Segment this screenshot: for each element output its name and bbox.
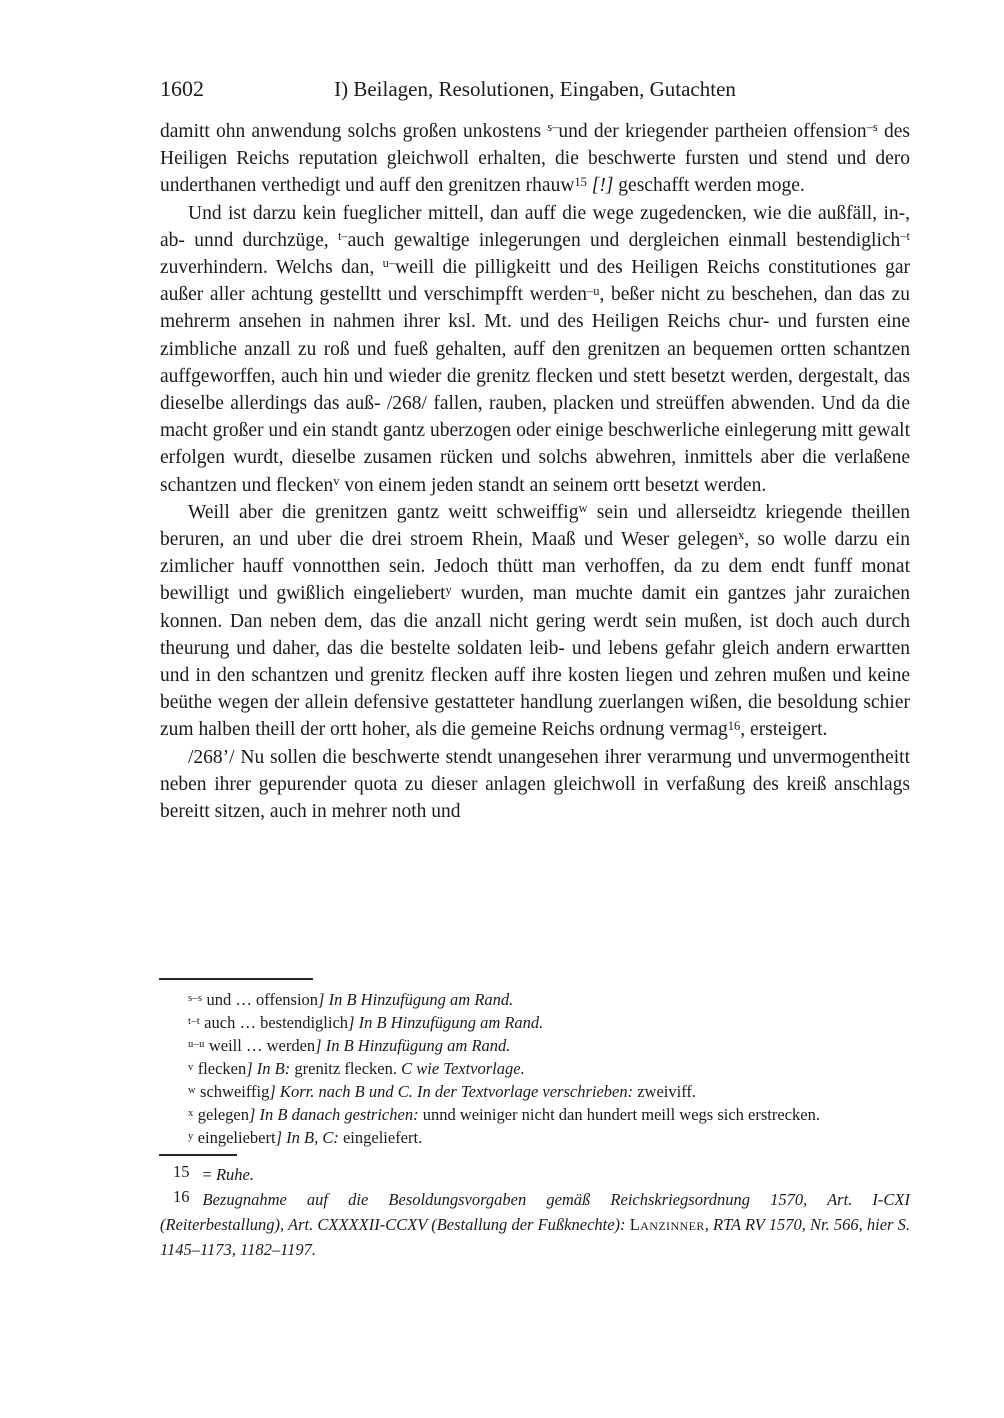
apparatus-divider-rule xyxy=(159,978,313,980)
main-text-block xyxy=(160,118,910,825)
footnote-number: 15 xyxy=(173,1162,190,1181)
apparatus-marker: v xyxy=(188,1061,194,1073)
body-paragraph: /268’/ Nu sollen die beschwerte stendt unangesehen ihrer verarmung und unvermogentheitt neben ihrer gepurender quota zu dieser anlagen gleichwoll in verfaßung des kreiß anschlags bereitt sitzen, auch in mehrer noth und xyxy=(160,746,910,823)
apparatus-marker: x xyxy=(188,1107,194,1119)
footnote: 16 Bezugnahme auf die Besoldungsvorgaben gemäß Reichskriegsordnung 1570, Art. I-CXI (Reiterbestallung), Art. CXXXXII-CCXV (Bestallung der Fußknechte): Lanzinner, RTA RV 1570, Nr. 566, hier S. 1145–1173, 1182–1197. xyxy=(160,1187,910,1259)
body-paragraph: damitt ohn anwendung solchs großen unkostens $^{s-}$und der kriegender partheien offension$^{-s}$ des Heiligen Reichs reputation gleichwoll erhalten, die beschwerte fursten und stend und dero underthanen verthedigt und auff den grenitzen rhauw$^{15}$ [!] geschafft werden moge. xyxy=(160,120,910,197)
apparatus-note: $^{t-t}$ auch … bestendiglich] In B Hinzufügung am Rand. xyxy=(188,1013,544,1032)
body-paragraph: Weill aber die grenitzen gantz weitt schweiffig$^w$ sein und allerseidtz kriegende theillen beruren, an und uber die drei stroem Rhein, Maaß und Weser gelegen$^x$, so wolle darzu ein zimlicher hauff vonnotthen sein. Jedoch thütt man verhoffen, da zu dem endt funff monat bewilligt und gwißlich eingeliebert$^y$ wurden, man muchte damit ein gantzes jahr zuraichen konnen. Dan neben dem, das die anzall nicht gering werdt sein mußen, ist doch auch durch theurung und daher, das die bestelte soldaten leib- und lebens gefahr gleich andern erwartten und in den schantzen und grenitz flecken auff ihre kosten liegen und zehren mußen und keine beüthe wegen der allein defensive gestatteter handlung zuerlangen wißen, die besoldung schier zum halben theill der ortt hoher, als die gemeine Reichs ordnung vermag$^{16}$, ersteigert. xyxy=(160,501,910,741)
apparatus-note: $^w$ schweiffig] Korr. nach B und C. In der Textvorlage verschrieben: zweiviff. xyxy=(188,1082,697,1101)
apparatus-marker: t–t xyxy=(188,1015,201,1027)
running-header xyxy=(160,76,910,106)
footnote: 15 = Ruhe. xyxy=(173,1162,254,1184)
apparatus-note: $^x$ gelegen] In B danach gestrichen: unnd weiniger nicht dan hundert meill wegs sich erstrecken. xyxy=(188,1105,820,1124)
critical-apparatus-block xyxy=(160,988,912,1149)
page-number: 1602 xyxy=(160,76,204,101)
footnote-divider-rule xyxy=(159,1154,237,1156)
footnotes-block xyxy=(160,1162,910,1262)
apparatus-marker: u–u xyxy=(188,1038,205,1050)
apparatus-note: $^y$ eingeliebert] In B, C: eingeliefert. xyxy=(188,1128,423,1147)
body-paragraph: Und ist darzu kein fueglicher mittell, dan auff die wege zugedencken, wie die außfäll, in-, ab- unnd durchzüge, $^{t-}$auch gewaltige inlegerungen und dergleichen einmall bestendiglich$^{-t}$ zuverhindern. Welchs dan, $^{u-}$weill die pilligkeitt und des Heiligen Reichs constitutiones gar außer aller achtung gestelltt und verschimpfft werden$^{-u}$, beßer nicht zu beschehen, dan das zu mehrerm ansehen in nahmen ihrer ksl. Mt. und des Heiligen Reichs chur- und fursten eine zimbliche anzall zu roß und fueß gehalten, auff den grenitzen an bequemen ortten schantzen auffgeworffen, auch hin und wieder die grenitz flecken und stett besetzt werden, dergestalt, das dieselbe allerdings das auß- /268/ fallen, rauben, placken und streüffen abwenden. Und da die macht großer und ein standt gantz uberzogen oder einige beschwerliche einlegerung mitt gewalt erfolgen wurdt, dieselbe zusamen rücken und solchs abwehren, inmittels aber die verlaßene schantzen und flecken$^v$ von einem jeden standt an seinem ortt besetzt werden. xyxy=(160,202,910,496)
running-head-title: I) Beilagen, Resolutionen, Eingaben, Gutachten xyxy=(334,77,736,101)
footnote-number: 16 xyxy=(173,1187,190,1206)
apparatus-note: $^{u-u}$ weill … werden] In B Hinzufügung am Rand. xyxy=(188,1036,511,1055)
apparatus-marker: y xyxy=(188,1130,194,1142)
apparatus-note: $^{s-s}$ und … offension] In B Hinzufügung am Rand. xyxy=(188,990,514,1009)
apparatus-note: $^v$ flecken] In B: grenitz flecken. C wie Textvorlage. xyxy=(188,1059,525,1078)
apparatus-marker: s–s xyxy=(188,992,203,1004)
apparatus-marker: w xyxy=(188,1084,196,1096)
